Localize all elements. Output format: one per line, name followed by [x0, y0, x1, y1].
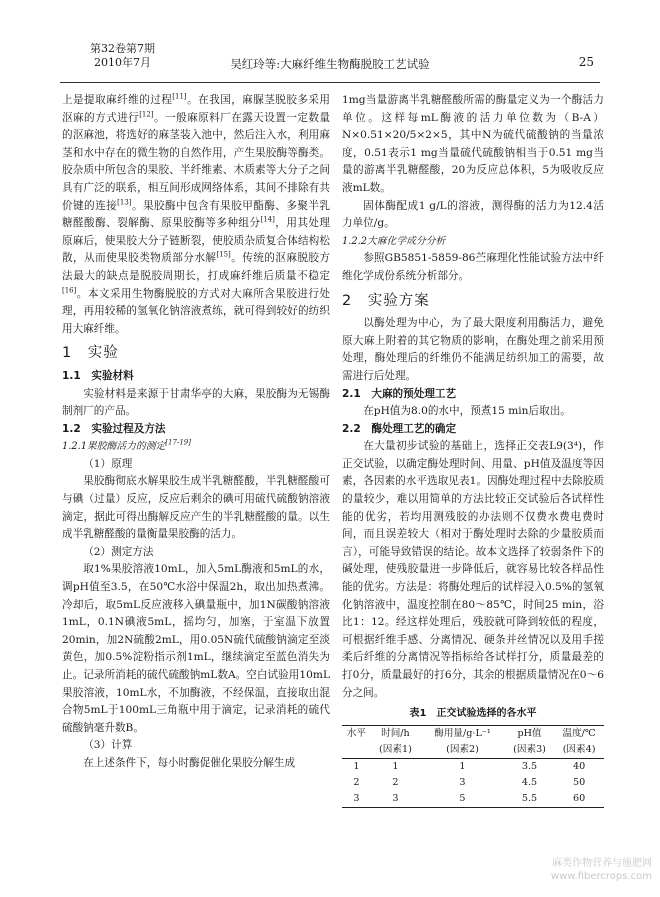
subsection-heading-materials: 1.1 实验材料 [62, 369, 134, 382]
calculation-heading: （3）计算 [83, 739, 133, 752]
table-header-row [342, 725, 604, 742]
watermark-url: www.fibercrops.com [550, 871, 652, 882]
materials-paragraph: 实验材料是来源于甘肃华亭的大麻，果胶酶为无锡酶制剂厂的产品。 [62, 387, 330, 418]
table-header-cell: 水平 [342, 725, 371, 742]
table-row [342, 775, 604, 791]
subsubsection-heading-chemical: 1.2.2大麻化学成分分析 [342, 235, 446, 247]
activity-definition-paragraph: 1mg当量游离半乳糖醛酸所需的酶量定义为一个酶活力单位。这样每mL酶液的活力单位数为（B-A）N×0.51×20/5×2×5，其中N为硫代硫酸钠的当量浓度，0.51表示1 mg当量硫代硫酸钠相当于0.51 mg当量的游离半乳糖醛酸，20为反应总体积，5为吸收反应液mL数。 [342, 94, 604, 194]
watermark [551, 857, 652, 883]
table-row [342, 758, 604, 775]
table-subheader-cell: (因素4) [554, 742, 604, 759]
citation: [13] [117, 198, 132, 207]
method-heading: （2）测定方法 [83, 545, 154, 558]
scheme-paragraph: 以酶处理为中心，为了最大限度利用酶活力，避免原大麻上附着的其它物质的影响，在酶处理之前采用预处理，酶处理后的纤维仍不能满足纺织加工的需要，故需进行后处理。 [342, 317, 604, 382]
volume-issue: 第32卷第7期 [90, 42, 155, 55]
left-column [62, 92, 330, 773]
table-subheader-cell [342, 742, 371, 759]
table-cell: 60 [554, 791, 604, 808]
right-column [342, 92, 604, 808]
intro-paragraph: 上是提取麻纤维的过程[11]。在我国，麻脲茎脱胶多采用沤麻的方式进行[12]。一般麻原料厂在露天设置一定数量的沤麻池，将选好的麻茎装入池中，然后注入水，利用麻茎和水中存在的微生物的自然作用，产生果胶酶等酶类。胶杂质中所包含的果胶、半纤维素、木质素等大分子之间具有广泛的联系，相互间形成网络体系，其间不排除有共价键的连接[13]。果胶酶中包含有果胶甲酯酶、多聚半乳糖醛酸酶、裂解酶、原果胶酶等多种组分[14]，用其处理原麻后，使果胶大分子链断裂，使胶质杂质复合体结构松散，从而使果胶类物质部分水解[15]。传统的沤麻脱胶方法最大的缺点是脱胶周期长，打成麻纤维后质量不稳定[16]。本文采用生物酶脱胶的方式对大麻所含果胶进行处理，再用较稀的氢氧化钠溶液煮练，就可得到较好的纺织用大麻纤维。 [62, 92, 331, 335]
table-header-cell: pH值 [505, 725, 554, 742]
page-number: 25 [578, 55, 594, 69]
table-cell: 4.5 [521, 776, 538, 788]
table-cell: 2 [392, 776, 399, 788]
issue-date: 2010年7月 [94, 56, 151, 69]
chemical-analysis-paragraph: 参照GB5851-5859-86苎麻理化性能试验方法中纤维化学成份系统分析部分。 [342, 252, 604, 282]
section-heading-scheme: 2 实验方案 [342, 292, 430, 309]
table-cell: 1 [392, 760, 399, 772]
table-cell: 3 [342, 791, 371, 808]
principle-paragraph: 果胶酶彻底水解果胶生成半乳糖醛酸，半乳糖醛酸可与碘（过量）反应，反应后剩余的碘可用硫代硫酸钠溶液滴定，据此可得出酶解反应产生的半乳糖醛酸的量。以生成半乳糖醛酸的量衡量果胶酶的活力。 [62, 475, 330, 541]
table-subheader-cell: (因素2) [420, 742, 505, 759]
table-subheader-cell: (因素3) [505, 742, 554, 759]
table-cell: 3 [459, 776, 466, 788]
table-header-cell: 温度/℃ [554, 725, 604, 742]
table-cell: 50 [572, 776, 586, 788]
table-header-cell: 时间/h [371, 725, 420, 742]
table-cell: 5 [420, 791, 505, 808]
subsubsection-heading-activity: 1.2.1果胶酶活力的测定[17-19] [62, 439, 191, 453]
citation: [12] [139, 110, 154, 119]
principle-heading: （1）原理 [83, 457, 133, 470]
subsection-heading-procedure: 1.2 实验过程及方法 [62, 422, 166, 435]
subsection-heading-enzyme-process: 2.2 酶处理工艺的确定 [342, 422, 457, 435]
citation: [16] [62, 286, 77, 294]
table-header-cell: 酶用量/g·L⁻¹ [420, 725, 505, 742]
calculation-paragraph: 在上述条件下，每小时酶促催化果胶分解生成 [83, 756, 296, 769]
citation: [15] [216, 250, 231, 259]
citation: [11] [172, 92, 187, 101]
table-cell: 1 [353, 760, 360, 772]
table-cell: 3 [371, 791, 420, 808]
watermark-title: 麻类作物营养与施肥网 [552, 858, 652, 869]
citation: [14] [260, 215, 275, 224]
running-title: 吴红玲等:大麻纤维生物酶脱胶工艺试验 [230, 57, 430, 71]
enzyme-process-paragraph: 在大量初步试验的基础上，选择正交表L9(3⁴)，作正交试验，以确定酶处理时间、用量、pH值及温度等因素，各因素的水平选取见表1。因酶处理过程中去除胶质的量较少，难以用简单的方法比较正交试验后各试样性能的优劣，若均用测残胶的办法则不仅费水费电费时间，而且误差较大（相对于酶处理时去除的少量胶质而言），可能导致错误的结论。故本文选择了较弱条件下的碱处理，使残胶量进一步降低后，就容易比较各样品性能的优劣。方法是：将酶处理后的试样浸入0.5%的氢氧化钠溶液中，温度控制在80～85℃，时间25 min，浴比1：12。经这样处理后，残胶就可降到较低的程度，可根据纤维手感、分离情况、硬条并丝情况以及用手搓柔后纤维的分离情况等指标给各试样打分，质量最差的打0分，质量最好的打6分，其余的根据质量情况在0～6分之间。 [342, 440, 604, 699]
table-cell: 1 [459, 760, 466, 772]
method-paragraph: 取1%果胶溶液10mL，加入5mL酶液和5mL的水，调pH值至3.5，在50℃水浴中保温2h，取出加热煮沸。冷却后，取5mL反应液移入碘量瓶中，加1N碳酸钠溶液1mL，0.1N碘液5mL，摇均匀，加塞，于室温下放置20min，加2N硫酸2mL，用0.05N硫代硫酸钠滴定至淡黄色，加0.5%淀粉指示剂1mL，继续滴定至蓝色消失为止。记录所消耗的硫代硫酸钠mL数A。空白试验用10mL果胶溶液，10mL水，不加酶液，不经保温，直接取出混合物5mL于100mL三角瓶中用于滴定，记录消耗的硫代硫酸钠毫升数B。 [62, 563, 330, 734]
table-subheader-cell: (因素1) [371, 742, 420, 759]
table-cell: 3.5 [521, 760, 538, 772]
table-subheader-row [342, 742, 604, 759]
table-cell: 40 [572, 760, 586, 772]
pretreatment-paragraph: 在pH值为8.0的水中，预煮15 min后取出。 [363, 405, 571, 418]
table-cell: 5.5 [505, 791, 554, 808]
enzyme-activity-paragraph: 固体酶配成1 g/L的溶液，测得酶的活力为12.4活力单位/g。 [342, 199, 604, 230]
table-row [342, 791, 604, 808]
table-caption: 表1 正交试验选择的各水平 [409, 708, 537, 720]
section-heading-experiment: 1 实验 [62, 345, 119, 362]
table-cell: 2 [353, 776, 360, 788]
page-header [60, 42, 600, 83]
subsection-heading-pretreatment: 2.1 大麻的预处理工艺 [342, 387, 457, 400]
orthogonal-levels-table [342, 725, 604, 808]
